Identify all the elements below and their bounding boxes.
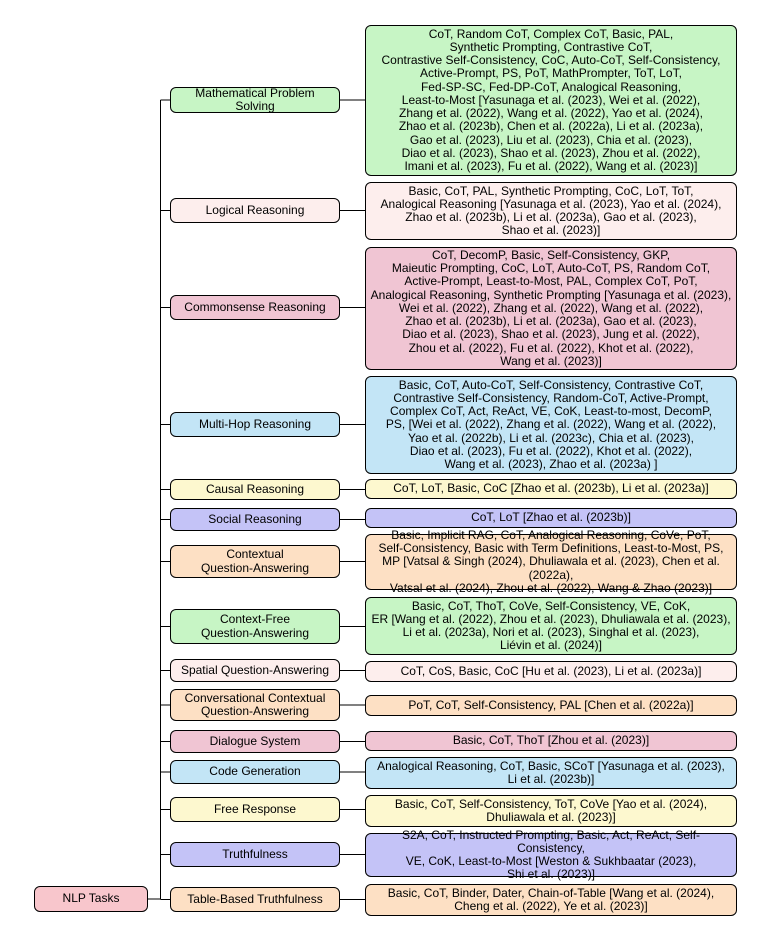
methods-contextual-question-answering: Basic, Implicit RAG, CoT, Analogical Reasoning, CoVe, PoT, Self-Consistency, Basic with Term Definitions, Least-to-Most, PS, MP [Vatsal & Singh (2024), Dhuliawala et al. (2023), Chen et al. (2022a), Vatsal et al. (2024), Zhou et al. (2022), Wang & Zhao (2023)] [365,534,737,590]
task-social-reasoning: Social Reasoning [170,508,340,531]
task-mathematical-problem-solving: Mathematical Problem Solving [170,87,340,113]
task-multi-hop-reasoning: Multi-Hop Reasoning [170,412,340,437]
task-conversational-contextual-question-answering: Conversational Contextual Question-Answering [170,689,340,721]
methods-spatial-question-answering: CoT, CoS, Basic, CoC [Hu et al. (2023), Li et al. (2023a)] [365,661,737,682]
task-context-free-question-answering: Context-Free Question-Answering [170,609,340,644]
task-contextual-question-answering: Contextual Question-Answering [170,545,340,578]
methods-causal-reasoning: CoT, LoT, Basic, CoC [Zhao et al. (2023b), Li et al. (2023a)] [365,479,737,499]
task-causal-reasoning: Causal Reasoning [170,479,340,500]
methods-code-generation: Analogical Reasoning, CoT, Basic, SCoT [Yasunaga et al. (2023), Li et al. (2023b)] [365,757,737,789]
task-code-generation: Code Generation [170,760,340,784]
methods-mathematical-problem-solving: CoT, Random CoT, Complex CoT, Basic, PAL, Synthetic Prompting, Contrastive CoT, Contrastive Self-Consistency, CoC, Auto-CoT, Self-Consistency, Active-Prompt, PS, PoT, MathPrompter, ToT, LoT, Fed-SP-SC, Fed-DP-CoT, Analogical Reasoning, Least-to-Most [Yasunaga et al. (2023), Wei et al. (2022), Zhang et al. (2022), Wang et al. (2022), Yao et al. (2024), Zhao et al. (2023b), Chen et al. (2022a), Li et al. (2023a), Gao et al. (2023), Liu et al. (2023), Chia et al. (2023), Diao et al. (2023), Shao et al. (2023), Zhou et al. (2022), Imani et al. (2023), Fu et al. (2022), Wang et al. (2023)] [365,25,737,176]
methods-conversational-contextual-question-answering: PoT, CoT, Self-Consistency, PAL [Chen et al. (2022a)] [365,695,737,716]
task-dialogue-system: Dialogue System [170,730,340,753]
root-node-nlp-tasks: NLP Tasks [34,886,148,912]
task-logical-reasoning: Logical Reasoning [170,198,340,223]
methods-free-response: Basic, CoT, Self-Consistency, ToT, CoVe [Yao et al. (2024), Dhuliawala et al. (2023)] [365,795,737,827]
task-free-response: Free Response [170,797,340,822]
task-spatial-question-answering: Spatial Question-Answering [170,659,340,682]
methods-table-based-truthfulness: Basic, CoT, Binder, Dater, Chain-of-Table [Wang et al. (2024), Cheng et al. (2022), Ye et al. (2023)] [365,884,737,916]
methods-truthfulness: S2A, CoT, Instructed Prompting, Basic, Act, ReAct, Self-Consistency, VE, CoK, Least-to-Most [Weston & Sukhbaatar (2023), Shi et al. (2023)] [365,833,737,877]
methods-social-reasoning: CoT, LoT [Zhao et al. (2023b)] [365,508,737,528]
methods-multi-hop-reasoning: Basic, CoT, Auto-CoT, Self-Consistency, Contrastive CoT, Contrastive Self-Consistency, Random-CoT, Active-Prompt, Complex CoT, Act, ReAct, VE, CoK, Least-to-most, DecomP, PS, [Wei et al. (2022), Zhang et al. (2022), Wang et al. (2022), Yao et al. (2022b), Li et al. (2023c), Chia et al. (2023), Diao et al. (2023), Fu et al. (2022), Khot et al. (2022), Wang et al. (2023), Zhao et al. (2023a) ] [365,376,737,474]
task-table-based-truthfulness: Table-Based Truthfulness [170,887,340,912]
task-commonsense-reasoning: Commonsense Reasoning [170,295,340,320]
methods-dialogue-system: Basic, CoT, ThoT [Zhou et al. (2023)] [365,731,737,751]
methods-context-free-question-answering: Basic, CoT, ThoT, CoVe, Self-Consistency, VE, CoK, ER [Wang et al. (2022), Zhou et al. (2023), Dhuliawala et al. (2023), Li et al. (2023a), Nori et al. (2023), Singhal et al. (2023), Liévin et al. (2024)] [365,597,737,655]
methods-logical-reasoning: Basic, CoT, PAL, Synthetic Prompting, CoC, LoT, ToT, Analogical Reasoning [Yasunaga et al. (2023), Yao et al. (2024), Zhao et al. (2023b), Li et al. (2023a), Gao et al. (2023), Shao et al. (2023)] [365,182,737,240]
methods-commonsense-reasoning: CoT, DecomP, Basic, Self-Consistency, GKP, Maieutic Prompting, CoC, LoT, Auto-CoT, PS, Random CoT, Active-Prompt, Least-to-Most, PAL, Complex CoT, PoT, Analogical Reasoning, Synthetic Prompting [Yasunaga et al. (2023), Wei et al. (2022), Zhang et al. (2022), Wang et al. (2022), Zhao et al. (2023b), Li et al. (2023a), Gao et al. (2023), Diao et al. (2023), Shao et al. (2023), Jung et al. (2022), Zhou et al. (2022), Fu et al. (2022), Khot et al. (2022), Wang et al. (2023)] [365,247,737,370]
task-truthfulness: Truthfulness [170,842,340,867]
